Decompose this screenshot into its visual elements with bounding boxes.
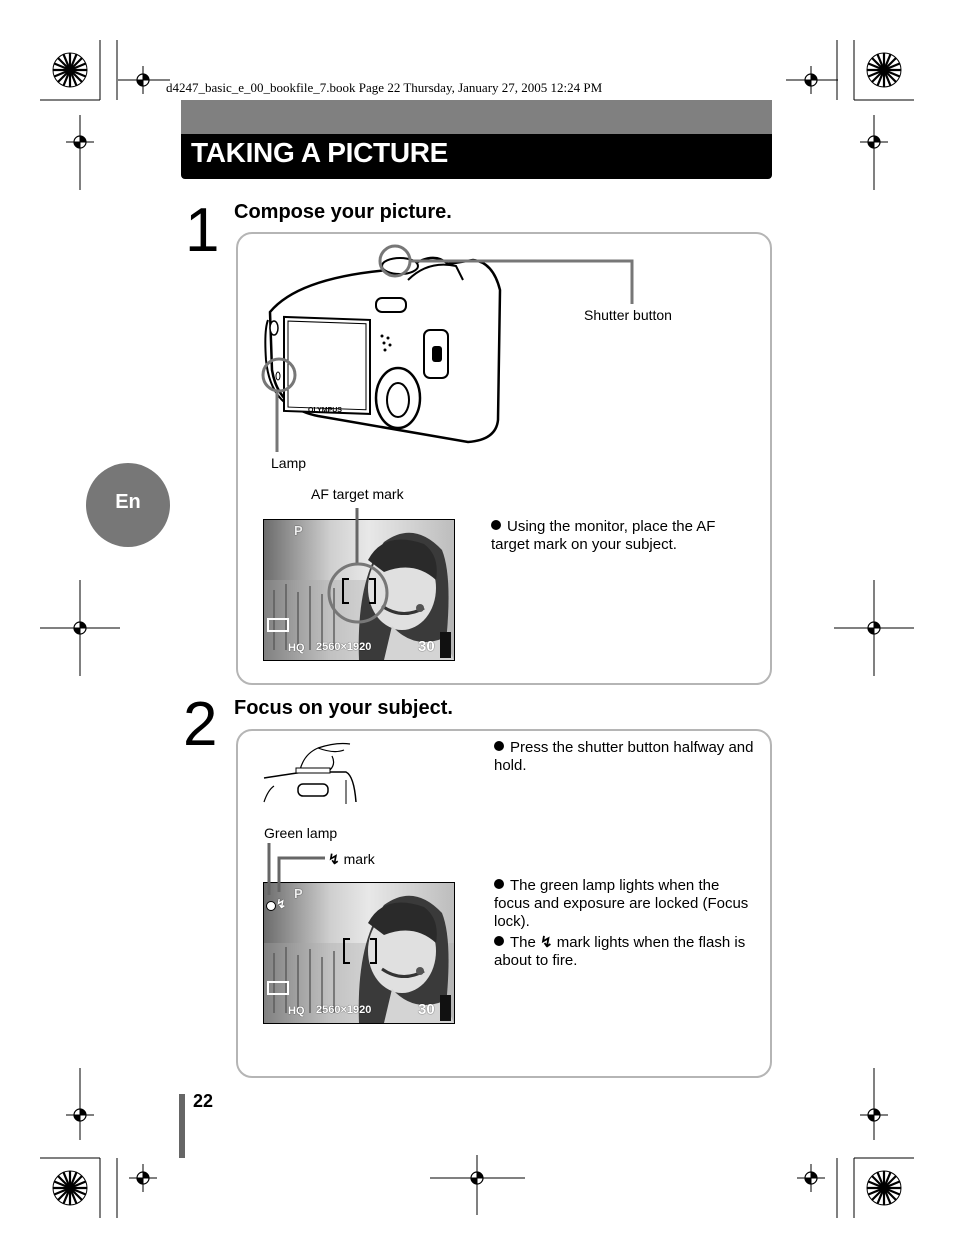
green-lamp-label: Green lamp [264, 825, 338, 841]
title-band [181, 100, 772, 135]
resolution-indicator: 2560×1920 [316, 1004, 372, 1016]
step-1-number: 1 [185, 196, 220, 265]
bullet-text: Press the shutter button halfway and hold. [494, 739, 754, 774]
step-1-title: Compose your picture. [234, 201, 452, 223]
page-number-bar [179, 1094, 185, 1158]
lamp-label: Lamp [271, 455, 307, 471]
battery-icon [267, 981, 289, 995]
frames-remaining: 30 [418, 1001, 435, 1018]
step-2-flash-note [494, 934, 754, 970]
page-title: TAKING A PICTURE [191, 137, 449, 168]
resolution-indicator: 2560×1920 [316, 641, 372, 653]
bullet-dot [491, 520, 501, 530]
print-slug: d4247_basic_e_00_bookfile_7.book Page 22 Thursday, January 27, 2005 12:24 PM [166, 80, 603, 95]
mode-indicator: P [294, 523, 303, 538]
bullet-text: mark lights when the flash is about to fire. [494, 934, 746, 969]
bullet-dot [494, 936, 504, 946]
page-number: 22 [193, 1091, 214, 1111]
language-tab-label: En [115, 491, 141, 513]
af-target-overlay [263, 505, 453, 665]
frames-remaining: 30 [418, 638, 435, 655]
camera-illustration [258, 240, 648, 470]
finger-press-illustration [260, 740, 360, 804]
bullet-text: The [510, 934, 536, 951]
quality-indicator: HQ [288, 1005, 305, 1017]
quality-indicator: HQ [288, 642, 305, 654]
step-1-instruction [491, 518, 741, 554]
card-indicator [440, 995, 451, 1021]
step-2-title: Focus on your subject. [234, 697, 453, 719]
step-2-press-instruction [494, 739, 754, 775]
green-lamp-indicator [266, 901, 276, 911]
lightning-bolt-icon: ↯ [276, 897, 287, 911]
svg-text:OLYMPUS: OLYMPUS [308, 407, 342, 414]
monitor-preview-2 [263, 882, 455, 1024]
bullet-dot [494, 879, 504, 889]
lightning-bolt-icon: ↯ [540, 934, 553, 951]
bullet-text: Using the monitor, place the AF target mark on your subject. [491, 518, 716, 553]
callout-lines-step-2 [263, 840, 343, 900]
step-2-green-lamp-note [494, 877, 754, 931]
af-target-mark-label: AF target mark [311, 486, 404, 502]
flash-mark-text: mark [343, 851, 375, 867]
shutter-button-label: Shutter button [584, 307, 672, 323]
mode-indicator: P [294, 886, 303, 901]
bullet-text: The green lamp lights when the focus and exposure are locked (Focus lock). [494, 877, 749, 930]
bullet-dot [494, 741, 504, 751]
lightning-bolt-icon: ↯ [328, 851, 340, 867]
step-2-number: 2 [183, 690, 218, 759]
